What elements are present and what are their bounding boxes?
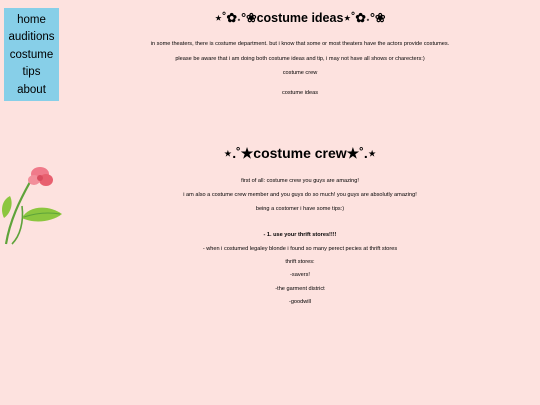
flower-leaf-right	[22, 208, 62, 222]
costume-crew-heading: ⋆.˚★costume crew★˚.⋆	[223, 145, 377, 161]
crew-intro-text: first of all: costume crew you guys are amazing!	[241, 178, 359, 184]
crew-member-text: i am also a costume crew member and you guys do so much! you guys are absolutly amazing!	[183, 192, 417, 198]
flower-center	[37, 175, 43, 181]
store-item: -savers!	[290, 272, 310, 278]
thrift-stores-label: thrift stores:	[285, 259, 315, 265]
disclaimer-paragraph: please be aware that i am doing both costume ideas and tip, i may not have all shows or charecters:)	[175, 56, 425, 62]
flower-leaf-left	[2, 196, 12, 218]
tip-heading: - 1. use your thrift stores!!!!	[263, 232, 337, 238]
costume-crew-link[interactable]: costume crew	[282, 70, 318, 76]
costume-ideas-link[interactable]: costume ideas	[281, 90, 319, 96]
nav-tips-link[interactable]: tips	[22, 66, 41, 79]
costumer-tips-text: being a costomer i have some tips:)	[255, 206, 345, 212]
nav-home-link[interactable]: home	[17, 14, 46, 26]
store-item: -the garment district	[275, 286, 325, 292]
tip-text: - when i costumed legaley blonde i found so many perect pecies at thrift stores	[202, 246, 398, 252]
nav-auditions-link[interactable]: auditions	[8, 31, 55, 44]
nav-about-link[interactable]: about	[17, 83, 46, 96]
nav-costume-link[interactable]: costume	[9, 48, 54, 61]
store-item: -goodwill	[288, 299, 312, 305]
main-nav	[4, 8, 59, 101]
flower-curl	[12, 206, 23, 244]
costume-ideas-heading: ⋆˚✿˖°❀costume ideas⋆˚✿˖°❀	[214, 11, 386, 25]
intro-paragraph: in some theaters, there is costume department. but i know that some or most theaters have the actors provide costumes.	[150, 41, 450, 47]
